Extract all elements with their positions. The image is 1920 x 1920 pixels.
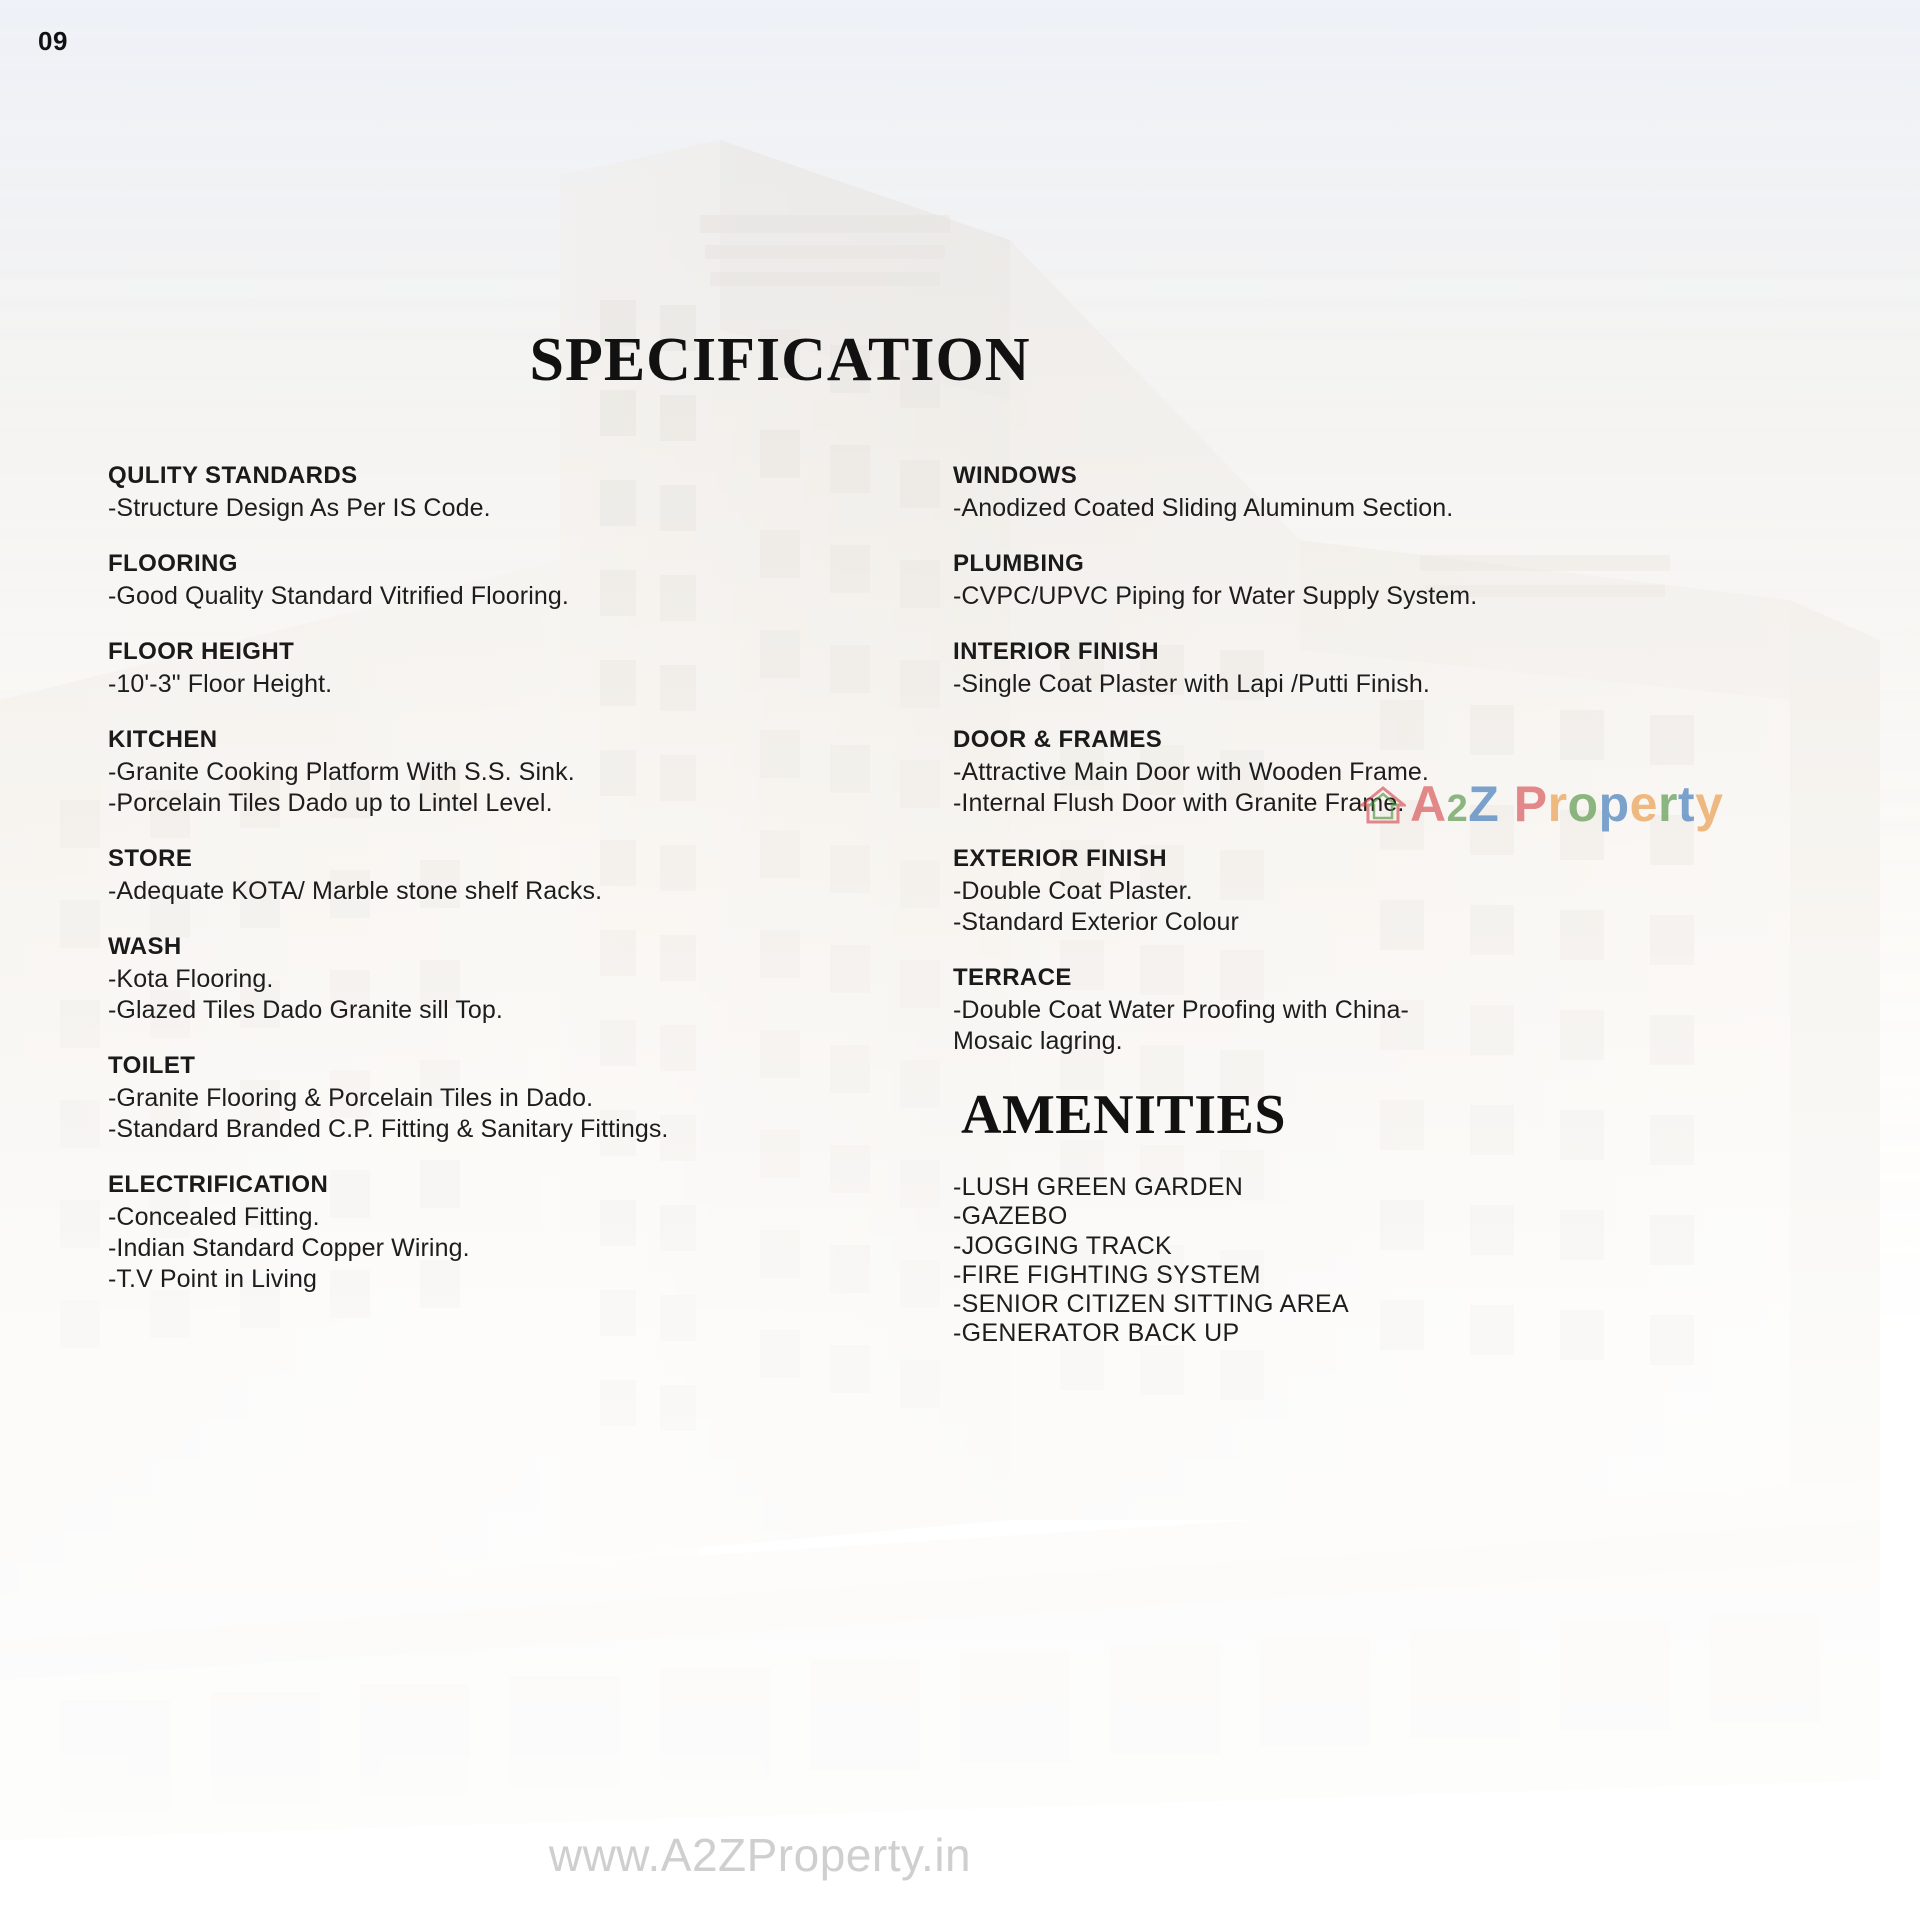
spec-block-plumbing	[953, 550, 1673, 612]
specification-column-left	[108, 462, 808, 1321]
spec-block-electrification	[108, 1171, 808, 1295]
logo-letter: e	[1629, 776, 1658, 832]
spec-line: -Structure Design As Per IS Code.	[108, 494, 491, 522]
spec-heading: PLUMBING	[953, 550, 1085, 577]
spec-heading: STORE	[108, 845, 193, 872]
spec-heading: TERRACE	[953, 964, 1072, 991]
logo-letter: t	[1677, 776, 1696, 832]
logo-letter: 2	[1446, 788, 1469, 830]
spec-line: -Kota Flooring.	[108, 965, 274, 993]
spec-block-toilet	[108, 1052, 808, 1145]
specification-columns	[0, 462, 1920, 1562]
amenities-list	[953, 1173, 1673, 1349]
spec-line: -Anodized Coated Sliding Aluminum Section.	[953, 494, 1454, 522]
spec-heading: TOILET	[108, 1052, 196, 1079]
spec-block-flooring	[108, 550, 808, 612]
spec-line: -CVPC/UPVC Piping for Water Supply System.	[953, 582, 1478, 610]
amenity-item: -LUSH GREEN GARDEN	[953, 1173, 1244, 1201]
spec-heading: FLOOR HEIGHT	[108, 638, 295, 665]
spec-line: -Good Quality Standard Vitrified Flooring.	[108, 582, 569, 610]
spec-heading: ELECTRIFICATION	[108, 1171, 329, 1198]
spec-line: -10'-3" Floor Height.	[108, 670, 333, 698]
spec-block-kitchen	[108, 726, 808, 819]
amenity-item: -JOGGING TRACK	[953, 1231, 1173, 1260]
spec-block-store	[108, 845, 808, 907]
logo-space	[1499, 776, 1513, 832]
spec-line: -Single Coat Plaster with Lapi /Putti Finish.	[953, 670, 1430, 698]
house-icon	[1360, 779, 1406, 837]
spec-line: -Concealed Fitting.	[108, 1203, 320, 1231]
spec-line: -Standard Branded C.P. Fitting & Sanitary Fittings.	[108, 1115, 669, 1143]
specification-column-right	[953, 462, 1673, 1349]
spec-heading: KITCHEN	[108, 726, 218, 753]
spec-block-wash	[108, 933, 808, 1026]
spec-heading: INTERIOR FINISH	[953, 638, 1160, 665]
spec-line: -Double Coat Plaster.	[953, 877, 1193, 905]
website-watermark: www.A2ZProperty.in	[548, 1829, 972, 1881]
amenity-item: -GENERATOR BACK UP	[953, 1319, 1240, 1348]
spec-block-interior-finish	[953, 638, 1673, 700]
spec-block-windows	[953, 462, 1673, 524]
spec-heading: WINDOWS	[953, 462, 1078, 489]
spec-block-terrace	[953, 964, 1673, 1057]
spec-line: -Double Coat Water Proofing with China-	[953, 996, 1409, 1024]
spec-line: -Granite Cooking Platform With S.S. Sink.	[108, 758, 575, 786]
spec-block-exterior-finish	[953, 845, 1673, 938]
spec-block-floor-height	[108, 638, 808, 700]
amenity-item: -SENIOR CITIZEN SITTING AREA	[953, 1290, 1349, 1318]
amenity-item: -FIRE FIGHTING SYSTEM	[953, 1260, 1261, 1289]
spec-line: -Porcelain Tiles Dado up to Lintel Level.	[108, 789, 553, 817]
logo-letter: A	[1410, 776, 1447, 832]
logo-letter: y	[1695, 776, 1724, 832]
logo-letter: r	[1657, 776, 1678, 832]
spec-heading: DOOR & FRAMES	[953, 726, 1163, 753]
spec-line: -Attractive Main Door with Wooden Frame.	[953, 758, 1429, 786]
spec-heading: EXTERIOR FINISH	[953, 845, 1168, 872]
page-number: 09	[38, 26, 68, 56]
spec-line: -Internal Flush Door with Granite Frame.	[953, 789, 1405, 817]
page-title: SPECIFICATION	[529, 326, 1031, 394]
amenity-item: -GAZEBO	[953, 1202, 1068, 1231]
logo-letter: o	[1567, 776, 1599, 832]
spec-heading: FLOORING	[108, 550, 238, 577]
logo-letter: p	[1598, 776, 1630, 832]
spec-line: -Indian Standard Copper Wiring.	[108, 1234, 470, 1262]
spec-heading: QULITY STANDARDS	[108, 462, 358, 489]
spec-line: -Granite Flooring & Porcelain Tiles in Dado.	[108, 1084, 594, 1112]
spec-heading: WASH	[108, 933, 182, 960]
logo-letter: Z	[1468, 776, 1500, 832]
spec-line: Mosaic lagring.	[953, 1027, 1123, 1055]
spec-line: -Standard Exterior Colour	[953, 908, 1239, 936]
spec-line: -Adequate KOTA/ Marble stone shelf Racks.	[108, 877, 603, 905]
logo-letter: P	[1513, 776, 1548, 832]
amenities-title: AMENITIES	[961, 1084, 1287, 1146]
logo-letter: r	[1547, 776, 1568, 832]
spec-line: -Glazed Tiles Dado Granite sill Top.	[108, 996, 503, 1024]
spec-block-quality-standards	[108, 462, 808, 524]
a2z-property-watermark-logo	[1360, 775, 1723, 837]
spec-line: -T.V Point in Living	[108, 1265, 318, 1293]
